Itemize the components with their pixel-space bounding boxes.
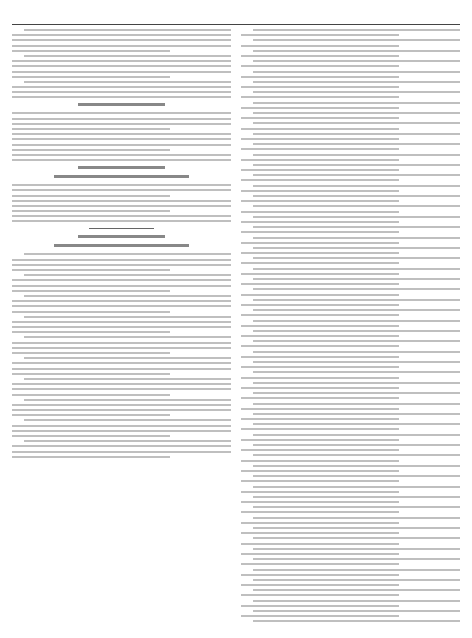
text-line [241,563,399,565]
text-line [24,316,231,318]
text-line [253,517,460,519]
text-line [253,205,460,207]
text-line [24,274,231,276]
text-line [241,76,399,78]
text-line [24,440,231,442]
text-line [241,34,399,36]
text-line [241,179,399,181]
text-line [253,29,460,31]
text-line [253,434,460,436]
section-heading [89,228,155,229]
text-line [241,615,399,617]
text-line [12,149,170,151]
text-line [241,314,399,316]
text-line [253,475,460,477]
text-line [241,501,399,503]
text-line [253,268,460,270]
text-line [241,169,399,171]
text-line [253,133,460,135]
text-line [12,388,231,390]
text-line [241,387,399,389]
text-line [12,86,231,88]
text-line [253,143,460,145]
text-line [241,366,399,368]
text-line [241,128,399,130]
running-head [12,10,460,25]
text-line [12,269,170,271]
text-line [253,340,460,342]
text-line [253,39,460,41]
text-line [241,605,399,607]
text-line [253,589,460,591]
text-line [12,118,231,120]
text-line [241,470,399,472]
text-line [241,96,399,98]
text-line [241,408,399,410]
text-line [12,128,170,130]
text-line [12,259,231,261]
text-line [253,299,460,301]
text-line [12,159,231,161]
text-line [241,522,399,524]
text-line [241,574,399,576]
text-line [12,138,231,140]
text-line [241,325,399,327]
left-column [12,29,231,625]
text-line [241,221,399,223]
text-line [12,368,231,370]
text-line [241,252,399,254]
text-line [241,397,399,399]
text-line [253,174,460,176]
text-line [24,378,231,380]
text-line [12,456,170,458]
text-line [12,404,231,406]
text-line [241,117,399,119]
text-line [253,486,460,488]
text-line [253,237,460,239]
text-line [12,195,170,197]
text-line [241,294,399,296]
text-line [12,347,231,349]
text-line [12,210,170,212]
text-line [241,439,399,441]
text-line [241,231,399,233]
text-line [241,553,399,555]
text-line [24,55,231,57]
section-heading [54,244,190,247]
text-line [12,342,231,344]
text-line [12,123,231,125]
text-line [12,189,231,191]
text-line [241,304,399,306]
text-line [12,362,231,364]
text-line [253,309,460,311]
text-line [253,403,460,405]
text-line [241,377,399,379]
text-line [12,311,170,313]
text-line [12,300,231,302]
text-line [253,620,460,622]
text-line [253,382,460,384]
text-line [12,91,231,93]
text-line [12,285,231,287]
text-line [12,409,231,411]
text-line [241,273,399,275]
text-line [253,247,460,249]
text-line [253,548,460,550]
text-line [24,29,231,31]
text-line [12,39,231,41]
text-line [12,305,231,307]
section-heading [78,235,166,238]
text-line [253,413,460,415]
text-line [12,76,170,78]
text-line [12,279,231,281]
text-line [24,419,231,421]
text-line [241,335,399,337]
text-line [253,579,460,581]
section-heading [78,166,166,169]
text-line [12,373,170,375]
text-line [12,205,231,207]
text-columns [12,29,460,625]
text-line [12,326,231,328]
text-line [253,506,460,508]
right-column [241,29,460,625]
text-line [253,600,460,602]
text-line [253,527,460,529]
text-line [241,491,399,493]
text-line [253,185,460,187]
text-line [241,356,399,358]
text-line [253,257,460,259]
text-line [253,81,460,83]
text-line [12,154,231,156]
text-line [24,336,231,338]
text-line [241,262,399,264]
text-line [241,211,399,213]
text-line [12,290,170,292]
text-line [12,215,231,217]
text-line [12,430,231,432]
text-line [253,330,460,332]
text-line [12,331,170,333]
text-line [12,264,231,266]
text-line [253,164,460,166]
text-line [12,352,170,354]
text-line [253,122,460,124]
text-line [241,345,399,347]
text-line [24,253,231,255]
text-line [12,34,231,36]
text-line [12,220,231,222]
text-line [12,96,231,98]
text-line [253,154,460,156]
text-line [12,60,231,62]
text-line [241,460,399,462]
text-line [12,112,231,114]
text-line [241,543,399,545]
section-heading [78,103,166,106]
gazette-page [12,10,460,628]
text-line [241,138,399,140]
text-line [253,537,460,539]
text-line [241,584,399,586]
text-line [253,226,460,228]
text-line [241,449,399,451]
text-line [253,351,460,353]
text-line [241,283,399,285]
text-line [12,383,231,385]
text-line [24,295,231,297]
text-line [12,435,170,437]
text-line [241,418,399,420]
text-line [24,399,231,401]
text-line [241,148,399,150]
text-line [253,278,460,280]
text-line [241,55,399,57]
text-line [253,60,460,62]
text-line [12,144,231,146]
text-line [12,425,231,427]
text-line [241,428,399,430]
text-line [24,81,231,83]
text-line [253,288,460,290]
text-line [241,65,399,67]
text-line [253,112,460,114]
text-line [253,361,460,363]
text-line [241,242,399,244]
text-line [24,357,231,359]
text-line [253,195,460,197]
text-line [12,445,231,447]
text-line [12,451,231,453]
text-line [253,610,460,612]
text-line [12,133,231,135]
text-line [12,50,170,52]
text-line [253,371,460,373]
text-line [12,184,231,186]
text-line [253,102,460,104]
text-line [241,107,399,109]
text-line [241,594,399,596]
text-line [12,200,231,202]
text-line [12,414,170,416]
text-line [253,444,460,446]
text-line [253,569,460,571]
section-heading [54,175,190,178]
text-line [253,50,460,52]
text-line [253,320,460,322]
text-line [12,65,231,67]
text-line [241,200,399,202]
text-line [253,91,460,93]
text-line [253,558,460,560]
text-line [241,480,399,482]
text-line [241,159,399,161]
text-line [253,454,460,456]
text-line [253,71,460,73]
text-line [253,392,460,394]
text-line [253,423,460,425]
text-line [253,216,460,218]
text-line [241,45,399,47]
text-line [241,532,399,534]
text-line [253,465,460,467]
text-line [241,86,399,88]
text-line [12,71,231,73]
text-line [241,190,399,192]
text-line [12,394,170,396]
text-line [12,45,231,47]
text-line [253,496,460,498]
text-line [12,321,231,323]
text-line [241,511,399,513]
